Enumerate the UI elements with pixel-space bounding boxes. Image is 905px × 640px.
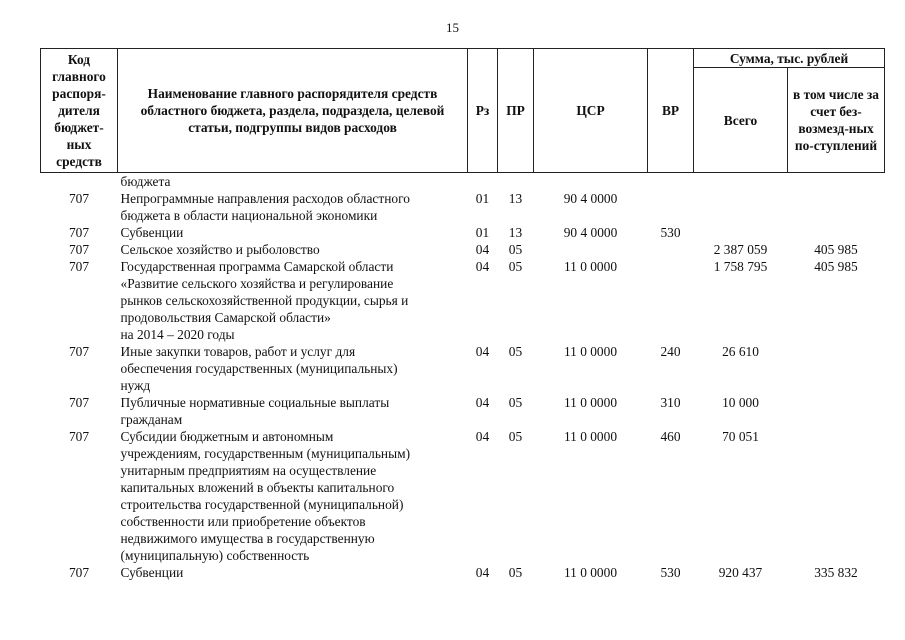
cell-name: Публичные нормативные социальные выплаты гражданам [120, 395, 390, 427]
cell-pr: 05 [508, 259, 523, 274]
cell-vr: 460 [660, 429, 681, 444]
cell-name: Государственная программа Самарской области «Развитие сельского хозяйства и регулирование рынков сельскохозяйственной продукции, сырья и продовольствия Самарской области» на 2014 – 2020 годы [120, 259, 409, 342]
cell-pr: 13 [508, 225, 523, 240]
cell-rz: 04 [475, 259, 490, 274]
cell-free [788, 343, 885, 394]
cell-pr: 05 [508, 395, 523, 410]
header-code: Код главного распоря-дителя бюджет-ных средств [41, 49, 118, 173]
cell-free: 405 985 [814, 242, 858, 257]
header-sum: Сумма, тыс. рублей [694, 49, 885, 68]
table-row [41, 190, 885, 224]
cell-total: 70 051 [722, 429, 759, 444]
cell-name: Непрограммные направления расходов областного бюджета в области национальной экономики [120, 191, 410, 223]
cell-code: 707 [68, 429, 90, 444]
header-name: Наименование главного распорядителя средств областного бюджета, раздела, подраздела, целевой статьи, подгруппы видов расходов [118, 49, 468, 173]
cell-name: Иные закупки товаров, работ и услуг для обеспечения государственных (муниципальных) нужд [120, 344, 398, 393]
cell-free [788, 173, 885, 191]
cell-code: 707 [68, 225, 90, 240]
cell-vr: 530 [660, 225, 681, 240]
cell-free [788, 224, 885, 241]
cell-pr: 05 [508, 429, 523, 444]
cell-csr: 11 0 0000 [563, 395, 618, 410]
cell-vr [648, 258, 694, 343]
cell-name: Сельское хозяйство и рыболовство [120, 242, 320, 257]
page-number: 15 [446, 20, 459, 35]
cell-name: бюджета [120, 174, 171, 189]
cell-rz: 04 [475, 242, 490, 257]
cell-name: Субвенции [120, 225, 184, 240]
cell-total [694, 190, 788, 224]
cell-code: 707 [68, 191, 90, 206]
cell-free [788, 190, 885, 224]
header-total: Всего [694, 68, 788, 173]
cell-csr [534, 241, 648, 258]
table-header [41, 49, 885, 173]
table-row [41, 564, 885, 581]
cell-csr: 11 0 0000 [563, 344, 618, 359]
cell-rz: 04 [475, 565, 490, 580]
cell-code: 707 [68, 259, 90, 274]
cell-vr: 530 [660, 565, 681, 580]
cell-pr: 05 [508, 565, 523, 580]
cell-code: 707 [68, 565, 90, 580]
cell-vr [648, 241, 694, 258]
cell-pr: 05 [508, 242, 523, 257]
table-row [41, 343, 885, 394]
cell-csr: 90 4 0000 [563, 191, 618, 206]
cell-total: 2 387 059 [713, 242, 768, 257]
cell-free: 335 832 [814, 565, 858, 580]
cell-code: 707 [68, 395, 90, 410]
table-row [41, 428, 885, 564]
header-vr: ВР [648, 49, 694, 173]
header-free: в том числе за счет без-возмезд-ных по-ступлений [788, 68, 885, 173]
cell-rz [468, 173, 498, 191]
cell-rz: 04 [475, 429, 490, 444]
header-pr: ПР [498, 49, 534, 173]
cell-total: 920 437 [718, 565, 763, 580]
table-row [41, 258, 885, 343]
cell-free [788, 428, 885, 564]
cell-csr: 11 0 0000 [563, 565, 618, 580]
table-body [41, 173, 885, 582]
cell-csr: 11 0 0000 [563, 429, 618, 444]
cell-pr [498, 173, 534, 191]
table-row [41, 241, 885, 258]
cell-total: 10 000 [722, 395, 759, 410]
cell-rz: 01 [475, 191, 490, 206]
cell-rz: 01 [475, 225, 490, 240]
cell-name: Субсидии бюджетным и автономным учреждениям, государственным (муниципальным) унитарным предприятиям на осуществление капитальных вложений в объекты капитального строительства государственной (муниципальной) собственности или приобретение объектов недвижимого имущества в государственную (муниципальную) собственность [120, 429, 411, 563]
cell-total [694, 224, 788, 241]
cell-free [788, 394, 885, 428]
cell-csr: 11 0 0000 [563, 259, 618, 274]
header-rz: Рз [468, 49, 498, 173]
cell-code: 707 [68, 242, 90, 257]
table-row [41, 173, 885, 191]
cell-rz: 04 [475, 344, 490, 359]
cell-vr [648, 190, 694, 224]
table-row [41, 394, 885, 428]
cell-total [694, 173, 788, 191]
cell-rz: 04 [475, 395, 490, 410]
cell-pr: 05 [508, 344, 523, 359]
cell-free: 405 985 [814, 259, 858, 274]
cell-code [41, 173, 118, 191]
cell-vr: 310 [660, 395, 681, 410]
budget-table [40, 48, 885, 581]
cell-total: 26 610 [722, 344, 759, 359]
header-csr: ЦСР [534, 49, 648, 173]
cell-code: 707 [68, 344, 90, 359]
cell-total: 1 758 795 [713, 259, 768, 274]
cell-csr [534, 173, 648, 191]
cell-csr: 90 4 0000 [563, 225, 618, 240]
cell-vr [648, 173, 694, 191]
cell-pr: 13 [508, 191, 523, 206]
cell-name: Субвенции [120, 565, 184, 580]
table-row [41, 224, 885, 241]
cell-vr: 240 [660, 344, 681, 359]
